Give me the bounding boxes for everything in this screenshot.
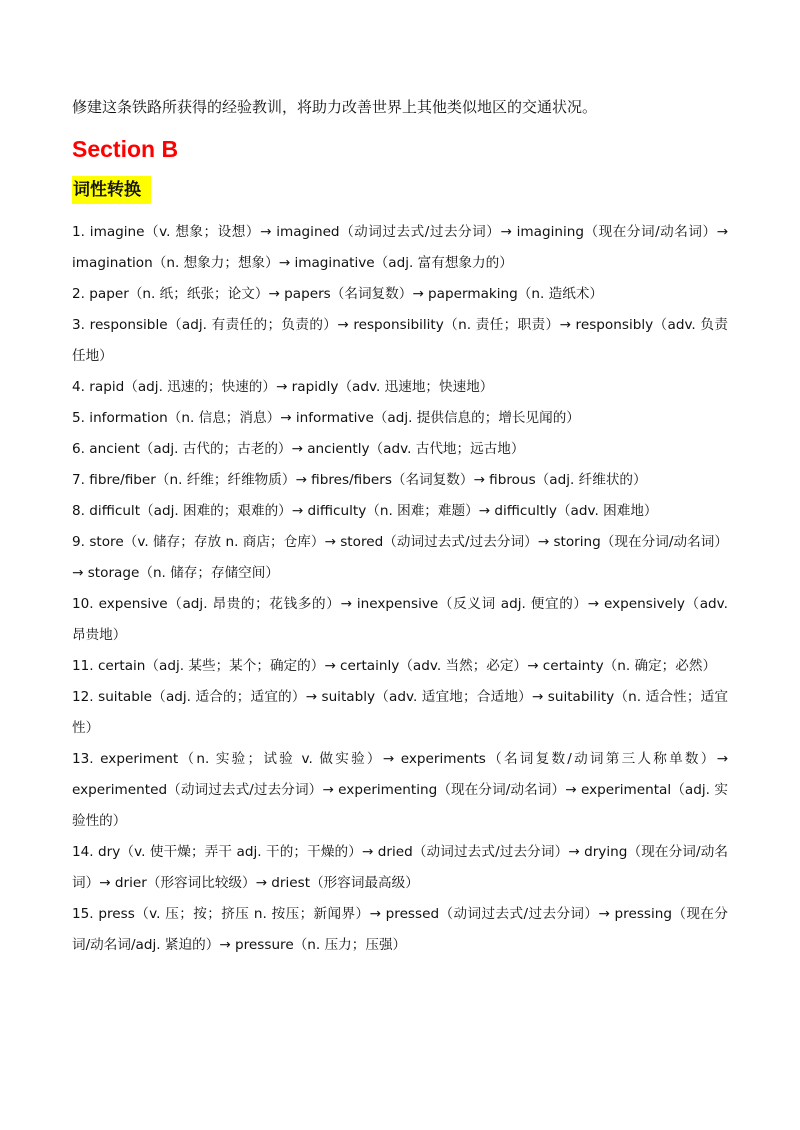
vocabulary-heading: 词性转换 (72, 176, 151, 204)
section-title: Section B (72, 136, 179, 162)
entry-8: 8. difficult（adj. 困难的；艰难的）→ difficulty（n. 困难；难题）→ difficultly（adv. 困难地） (72, 503, 658, 519)
entry-13: 13. experiment（n. 实验；试验 v. 做实验）→ experiments（名词复数/动词第三人称单数）→ experimented（动词过去式/过去分词）→ experimenting（现在分词/动名词）→ experimental（adj. 实验性的） (72, 751, 728, 829)
entry-1: 1. imagine（v. 想象；设想）→ imagined（动词过去式/过去分词）→ imagining（现在分词/动名词）→ imagination（n. 想象力；想象）→ imaginative（adj. 富有想象力的） (72, 224, 728, 271)
entry-3: 3. responsible（adj. 有责任的；负责的）→ responsibility（n. 责任；职责）→ responsibly（adv. 负责任地） (72, 317, 728, 364)
entry-14: 14. dry（v. 使干燥；弄干 adj. 干的；干燥的）→ dried（动词过去式/过去分词）→ drying（现在分词/动名词）→ drier（形容词比较级）→ driest（形容词最高级） (72, 844, 728, 891)
entry-2: 2. paper（n. 纸；纸张；论文）→ papers（名词复数）→ papermaking（n. 造纸术） (72, 286, 604, 302)
entry-12: 12. suitable（adj. 适合的；适宜的）→ suitably（adv. 适宜地；合适地）→ suitability（n. 适合性；适宜性） (72, 689, 728, 736)
entry-15: 15. press（v. 压；按；挤压 n. 按压；新闻界）→ pressed（动词过去式/过去分词）→ pressing（现在分词/动名词/adj. 紧迫的）→ pressure（n. 压力；压强） (72, 906, 728, 953)
entry-10: 10. expensive（adj. 昂贵的；花钱多的）→ inexpensive（反义词 adj. 便宜的）→ expensively（adv. 昂贵地） (72, 596, 728, 643)
intro-paragraph: 修建这条铁路所获得的经验教训，将助力改善世界上其他类似地区的交通状况。 (72, 98, 598, 116)
entry-4: 4. rapid（adj. 迅速的；快速的）→ rapidly（adv. 迅速地；快速地） (72, 379, 494, 395)
entry-5: 5. information（n. 信息；消息）→ informative（adj. 提供信息的；增长见闻的） (72, 410, 580, 426)
entry-6: 6. ancient（adj. 古代的；古老的）→ anciently（adv. 古代地；远古地） (72, 441, 525, 457)
entry-9: 9. store（v. 储存；存放 n. 商店；仓库）→ stored（动词过去式/过去分词）→ storing（现在分词/动名词）→ storage（n. 储存；存储空间） (72, 534, 728, 581)
entry-7: 7. fibre/fiber（n. 纤维；纤维物质）→ fibres/fibers（名词复数）→ fibrous（adj. 纤维状的） (72, 472, 647, 488)
entry-list (72, 217, 728, 961)
entry-11: 11. certain（adj. 某些；某个；确定的）→ certainly（adv. 当然；必定）→ certainty（n. 确定；必然） (72, 658, 717, 674)
